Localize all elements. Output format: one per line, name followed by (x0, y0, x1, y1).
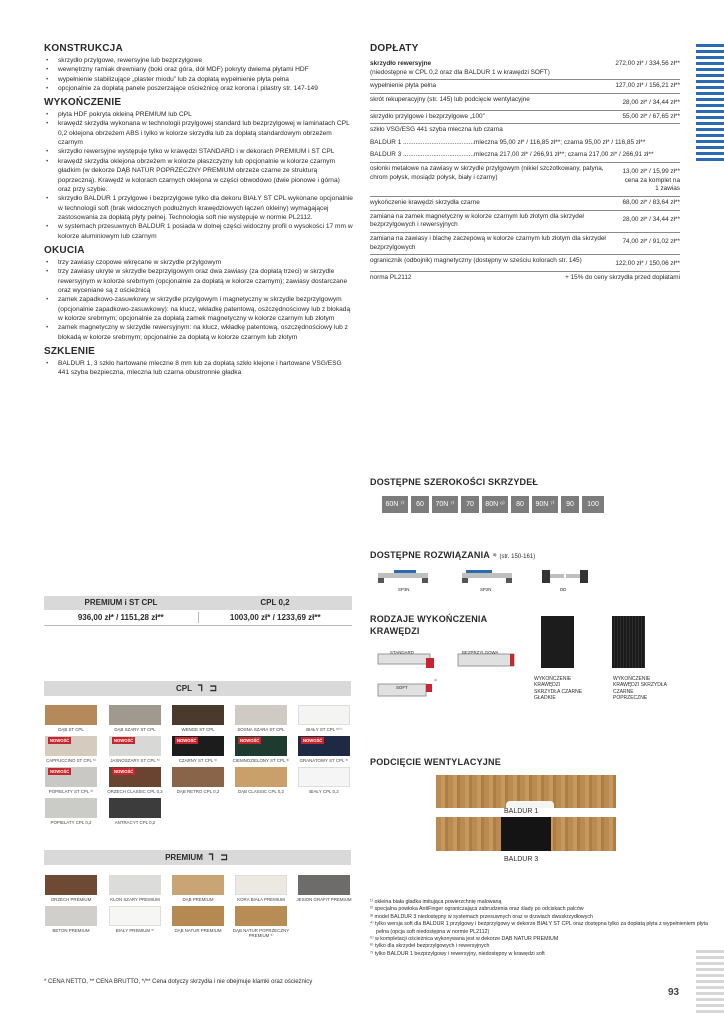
footnote: ²⁾ specjalna powłoka AntiFinger ograniczająca zabrudzenia oraz ślady po odciskach palców (370, 906, 584, 913)
surcharge-price: + 15% do ceny skrzydła przed dopłatami (565, 273, 680, 281)
color-swatch[interactable] (172, 767, 224, 787)
surcharge-row (370, 58, 680, 80)
color-swatch[interactable] (109, 705, 161, 725)
color-swatch[interactable] (172, 705, 224, 725)
width-option[interactable]: 60N ⁷⁾ (382, 496, 408, 513)
surcharge-label: ogranicznik (odbojnik) magnetyczny (dostępny w sześciu kolorach str. 145) (370, 257, 582, 265)
footnote: ¹⁾ okleina biała gładka imitująca powierzchnię malowaną (370, 899, 502, 905)
color-swatch-label: ANTRACYT CPL 0,2 (114, 820, 156, 825)
black-smooth-label: WYKOŃCZENIE KRAWĘDZI SKRZYDŁA CZARNE GŁADKIE (534, 676, 583, 701)
width-option[interactable]: 100 (582, 496, 604, 513)
color-swatch[interactable] (45, 906, 97, 926)
color-swatch-label: POPIELATY CPL 0,2 (50, 820, 92, 825)
standard-label: STANDARD (390, 650, 414, 655)
krawedzie-title: RODZAJE WYKOŃCZENIA KRAWĘDZI (370, 614, 487, 636)
surcharge-label: wykończenie krawędzi skrzydła czarne (370, 199, 480, 207)
width-option[interactable]: 70N ⁷⁾ (432, 496, 458, 513)
color-swatch[interactable] (45, 705, 97, 725)
new-badge: NOWOŚĆ (114, 738, 134, 743)
surcharge-row (370, 94, 680, 111)
sp3n-label: SP3N (398, 587, 410, 592)
new-badge: NOWOŚĆ (114, 769, 134, 774)
color-swatch[interactable] (172, 875, 224, 895)
color-swatch[interactable] (235, 705, 287, 725)
konstrukcja-item: • wewnętrzny ramiak drewniany (boki oraz góra, dół MDF) pokryty dwiema płytami HDF (44, 65, 354, 74)
color-swatch[interactable] (235, 906, 287, 926)
color-swatch[interactable] (45, 875, 97, 895)
width-option[interactable]: 80N ⁶⁾ (482, 496, 508, 513)
szklenie-title: SZKLENIE (44, 346, 96, 358)
surcharge-row (370, 111, 680, 125)
side-stripes-blue (696, 44, 724, 164)
surcharge-sublabel: (niedostępne w CPL 0,2 oraz dla BALDUR 1 w krawędzi SOFT) (370, 68, 550, 76)
okucia-title: OKUCIA (44, 245, 85, 257)
footnote: ⁶⁾ tylko dla skrzydeł bezprzylgowych i rewersyjnych (370, 943, 490, 950)
podciecie-title: PODCIĘCIE WENTYLACYJNE (370, 757, 501, 767)
surcharge-row (370, 197, 680, 211)
surcharge-price: 68,00 zł* / 83,64 zł** (622, 199, 680, 207)
color-swatch-label: GRANATOWY ST CPL ⁵⁾ (299, 758, 349, 763)
color-swatch[interactable] (172, 906, 224, 926)
new-badge: NOWOŚĆ (50, 769, 70, 774)
surcharge-price: 74,00 zł* / 91,02 zł** (622, 237, 680, 245)
surcharge-label: norma PL2112 (370, 273, 412, 281)
new-badge: NOWOŚĆ (240, 738, 260, 743)
color-swatch[interactable] (235, 767, 287, 787)
surcharge-note: 1 zawias (655, 185, 680, 193)
surcharge-price: 122,00 zł* / 150,06 zł** (615, 260, 680, 268)
surcharge-label: skrzydło przylgowe i bezprzylgowe „100” (370, 112, 485, 120)
footnote-prices: * CENA NETTO, ** CENA BRUTTO, */** Cena dotyczy skrzydła i nie obejmuje klamki oraz ościeżnicy (44, 979, 313, 985)
surcharge-price: 272,00 zł* / 334,56 zł** (615, 60, 680, 67)
sp2n-label: SP2N (480, 587, 492, 592)
color-swatch-label: SOSNA SZARA ST CPL (237, 727, 285, 732)
konstrukcja-title: KONSTRUKCJA (44, 43, 123, 54)
wykonczenie-item: • skrzydło BALDUR 1 przylgowe i bezprzylgowe tylko dla dekoru BIAŁY ST CPL wykonane opcjonalnie w technologii soft (brak widocznych podłużnych krawędziowych łączeń okleiny) wymagającej zastosowania za dopłatą płyty pełnej. Technologia soft nie występuje w normie PL2112. (44, 194, 354, 222)
surcharge-row (370, 137, 680, 150)
surcharge-label: osłonki metalowe na zawiasy w skrzydle przylgowym (nikiel szczotkowany, patyna, chrom połysk, mosiądz połysk, biały i czarny) (370, 165, 604, 181)
wykonczenie-list (44, 110, 354, 241)
szklenie-item: • BALDUR 1, 3 szkło hartowane mleczne 8 mm lub za dopłatą szkło klejone i hartowane VSG/ESG 441 szyba bezpieczna, mleczna lub czarna obustronnie gładka (44, 359, 354, 378)
color-swatch-label: DĄB PREMIUM (182, 897, 214, 902)
dd-label: DD (560, 587, 567, 592)
surcharge-label: szkło VSG/ESG 441 szyba mleczna lub czarna (370, 126, 503, 134)
width-option[interactable]: 70 (461, 496, 479, 513)
new-badge: NOWOŚĆ (303, 738, 323, 743)
footnote: ⁷⁾ tylko BALDUR 1 bezprzylgowy i rewersyjny, niedostępny w krawędzi soft (370, 950, 545, 957)
surcharge-row (370, 272, 680, 285)
surcharge-row (370, 211, 680, 233)
color-swatch-label: DĄB RETRO CPL 0,2 (176, 789, 220, 794)
color-swatch[interactable] (45, 798, 97, 818)
color-swatch-label: CIEMNOZIELONY ST CPL ⁵⁾ (232, 758, 290, 763)
dd-icon (542, 570, 588, 583)
premium-title: PREMIUM (165, 852, 203, 862)
color-swatch-label: BIAŁY CPL 0,2 (309, 789, 339, 794)
surcharge-price: 13,00 zł* / 15,99 zł** (622, 168, 680, 176)
soft-label: SOFT (396, 685, 408, 690)
cpl-bar (44, 681, 351, 696)
surcharge-label: zamiana na zawiasy i blachę zaczepową w kolorze czarnym lub złotym dla skrzydeł bezprzylgowych (370, 234, 606, 251)
color-swatch[interactable] (235, 875, 287, 895)
surcharge-note: cena za komplet na (624, 176, 680, 184)
color-swatch-label: BIAŁY ST CPL ⁵⁾⁷⁾ (306, 727, 342, 732)
baldur1-label: BALDUR 1 (504, 808, 539, 815)
side-stripes-grey (696, 950, 724, 1016)
surcharge-price: 127,00 zł* / 156,21 zł** (615, 82, 680, 90)
footnote: ⁵⁾ w kompletacji ościeżnica wykonywana jest w dekorze DĄB NATUR PREMIUM (370, 936, 559, 943)
color-swatch-label: DĄB NATUR POPRZECZNY PREMIUM ⁵⁾ (232, 928, 290, 939)
color-swatch-label: DĄB NATUR PREMIUM (174, 928, 222, 933)
color-swatch-label: ORZECH PREMIUM (50, 897, 92, 902)
rozwiazania-sup: ³⁾ (493, 554, 497, 560)
okucia-item: • zamek zapadkowo-zasuwkowy w skrzydle przylgowym i magnetyczny w skrzydle bezprzylgowym (opcjonalnie zapadkowo-zasuwkowy): na klucz, wkładkę patentową, oszczędnościowy lub z blokadą w kolorze srebrnym; opcjonalnie za dopłatą zamek magnetyczny w kolorze czarnym lub złotym (44, 295, 354, 323)
surcharge-label: zamiana na zamek magnetyczny w kolorze czarnym lub złotym dla skrzydeł bezprzylgowych i rewersyjnych (370, 212, 584, 229)
wykonczenie-title: WYKOŃCZENIE (44, 97, 122, 109)
color-swatch-label: WENGE ST CPL (181, 727, 215, 732)
surcharge-label: skrzydło rewersyjne (370, 60, 432, 67)
new-badge: NOWOŚĆ (50, 738, 70, 743)
color-swatch[interactable] (109, 798, 161, 818)
surcharge-row (370, 124, 680, 137)
surcharge-price: 28,00 zł* / 34,44 zł** (622, 215, 680, 223)
width-option[interactable]: 80 (511, 496, 529, 513)
surcharge-label: skrót rekuperacyjny (str. 145) lub podcięcie wentylacyjne (370, 95, 530, 103)
sp3n-icon (378, 570, 428, 583)
premium-bar (44, 850, 351, 865)
konstrukcja-item: • wypełnienie stabilizujące „plaster miodu” lub za dopłatą wypełnienie płyta pełna (44, 75, 354, 84)
surcharge-label: BALDUR 1 ........................................mleczna 95,00 zł* / 116,85 zł**; czarna 95,00 zł* / 116,85 zł** (370, 138, 646, 146)
color-swatch-label: KLON SZARY PREMIUM (110, 897, 160, 902)
surcharge-row (370, 149, 680, 163)
black-cross-edge-sample (612, 616, 645, 668)
new-badge: NOWOŚĆ (177, 738, 197, 743)
sp2n-icon (462, 570, 512, 583)
wykonczenie-item: • krawędź skrzydła wykonana w technologii przylgowej standard lub bezprzylgowej w laminatach CPL 0,2 oklejona obrzeżem ABS i tylko w kolorze skrzydła lub za dopłatą standardowym obrzeżem czarnym (44, 119, 354, 147)
wykonczenie-item: • skrzydło rewersyjne występuje tylko w krawędzi STANDARD i w dekorach PREMIUM i ST CPL (44, 147, 354, 156)
color-swatch-label: JASNOSZARY ST CPL ⁵⁾ (110, 758, 160, 763)
konstrukcja-list (44, 56, 354, 93)
wykonczenie-item: • w systemach przesuwnych BALDUR 1 posiada w dolnej części widoczny profil o wysokości 17 mm w kolorze aluminiowym lub czarnym (44, 222, 354, 241)
price-value-cpl: 1003,00 zł* / 1233,69 zł** (229, 612, 321, 622)
rozwiazania-title: DOSTĘPNE ROZWIĄZANIA (370, 550, 490, 560)
rozwiazania-header (370, 549, 535, 561)
cpl-title: CPL (175, 683, 192, 693)
surcharge-row (370, 255, 680, 272)
wykonczenie-item: • płyta HDF pokryta okleiną PREMIUM lub CPL (44, 110, 354, 119)
color-swatch-label: DĄB CLASSIC CPL 0,2 (238, 789, 284, 794)
price-header-cpl: CPL 0,2 (260, 598, 290, 608)
price-value-premium: 936,00 zł* / 1151,28 zł** (44, 612, 199, 623)
color-swatch[interactable] (298, 705, 350, 725)
wykonczenie-item: • krawędź skrzydła oklejona obrzeżem w kolorze płaszczyzny lub opcjonalnie w kolorze czarnym gładkim (w dekorze DĄB NATUR POPRZECZNY PREMIUM obrzeże czarne ze strukturą poprzeczną). Krawędź w kolorach czarnych oklejona w części obwodowo (dwie pionowe i górna) oraz przy szybie. (44, 157, 354, 194)
color-swatch-label: DĄB ST CPL (58, 727, 84, 732)
baldur3-label: BALDUR 3 (504, 856, 539, 863)
black-smooth-edge-sample (541, 616, 574, 668)
price-box (44, 596, 352, 626)
szerokosci-title: DOSTĘPNE SZEROKOŚCI SKRZYDEŁ (370, 477, 539, 487)
page-number: 93 (668, 987, 680, 998)
color-swatch[interactable] (298, 767, 350, 787)
surcharge-price: 28,00 zł* / 34,44 zł** (622, 98, 680, 106)
left-column (44, 42, 354, 378)
color-swatch-label: CAPPUCCINO ST CPL ⁵⁾ (46, 758, 96, 763)
standard-edge-icon (378, 654, 434, 668)
color-swatch[interactable] (109, 906, 161, 926)
width-option[interactable]: 90N ⁷⁾ (532, 496, 558, 513)
edge-profile-icon: ⅂ ⊐ (208, 852, 230, 863)
color-swatch-label: CZARNY ST CPL ⁵⁾ (178, 758, 218, 763)
footnote: ⁴⁾ tylko wersja soft dla BALDUR 1 przylgowy i bezprzylgowy w dekorze BIAŁY ST CPL oraz dostępna tylko za dopłatą płyta z wypełnieniem płyta pełna (opcja soft niedostępna w normie PL2112) (370, 921, 708, 935)
konstrukcja-item: • opcjonalnie za dopłatą panele poszerzające ościeżnicę oraz korona i pilastry str. 147-149 (44, 84, 354, 93)
price-header-premium: PREMIUM i ST CPL (84, 598, 158, 608)
black-cross-label: WYKOŃCZENIE KRAWĘDZI SKRZYDŁA CZARNE POPRZECZNE (613, 676, 667, 701)
doplaty-table (370, 58, 680, 285)
color-swatch[interactable] (109, 875, 161, 895)
color-swatch-label: BETON PREMIUM (52, 928, 90, 933)
surcharge-label: BALDUR 3 ........................................mleczna 217,00 zł* / 266,91 zł**; czarna 217,00 zł* / 266,91 zł** (370, 151, 654, 159)
footnotes (370, 899, 710, 958)
surcharge-row (370, 233, 680, 255)
soft-sup: ⁴⁾ (434, 678, 437, 683)
color-swatch-label: JESION GRAFIT PREMIUM (296, 897, 352, 902)
surcharge-row (370, 163, 680, 197)
color-swatch-label: KORA BIAŁA PREMIUM (237, 897, 285, 902)
color-swatch-label: BIAŁY PREMIUM ⁵⁾ (115, 928, 155, 933)
okucia-item: • trzy zawiasy czopowe wkręcane w skrzydle przylgowym (44, 258, 354, 267)
color-swatch-label: DĄB SZARY ST CPL (114, 727, 156, 732)
color-swatch-label: POPIELATY ST CPL ⁵⁾ (48, 789, 94, 794)
footnote: ³⁾ model BALDUR 3 niedostępny w systemach przesuwnych oraz w drzwiach dwuskrzydłowych (370, 913, 593, 920)
okucia-list (44, 258, 354, 342)
baldur3-glass-insert (501, 817, 551, 851)
okucia-item: • zamek magnetyczny w skrzydle rewersyjnym: na klucz, wkładkę patentową, oszczędnościowy lub z blokadą w kolorze srebrnym; opcjonalnie za dopłatą w kolorze czarnym lub złotym (44, 323, 354, 342)
surcharge-row (370, 80, 680, 94)
rozwiazania-ref: (str. 150-161) (499, 554, 536, 560)
szklenie-list (44, 359, 354, 378)
width-option[interactable]: 60 (411, 496, 429, 513)
bezprzylgowa-label: BEZPRZYLGOWA (462, 650, 499, 655)
doplaty-title: DOPŁATY (370, 43, 419, 54)
okucia-item: • trzy zawiasy ukryte w skrzydle bezprzylgowym oraz dwa zawiasy (za dopłatą trzeci) w skrzydle rewersyjnym w kolorze srebrnym (opcjonalnie za dopłatą w kolorze czarnym); zawiasy dostarczane oraz wyceniane są z ościeżnicą (44, 267, 354, 295)
surcharge-price: 55,00 zł* / 67,65 zł** (622, 112, 680, 120)
width-option[interactable]: 90 (561, 496, 579, 513)
color-swatch[interactable] (298, 875, 350, 895)
color-swatch-label: ORZECH CLASSIC CPL 0,2 (107, 789, 163, 794)
edge-profile-icon: ⅂ ⊐ (197, 683, 220, 694)
surcharge-label: wypełnienie płyta pełna (370, 82, 437, 90)
konstrukcja-item: • skrzydło przylgowe, rewersyjne lub bezprzylgowe (44, 56, 354, 65)
